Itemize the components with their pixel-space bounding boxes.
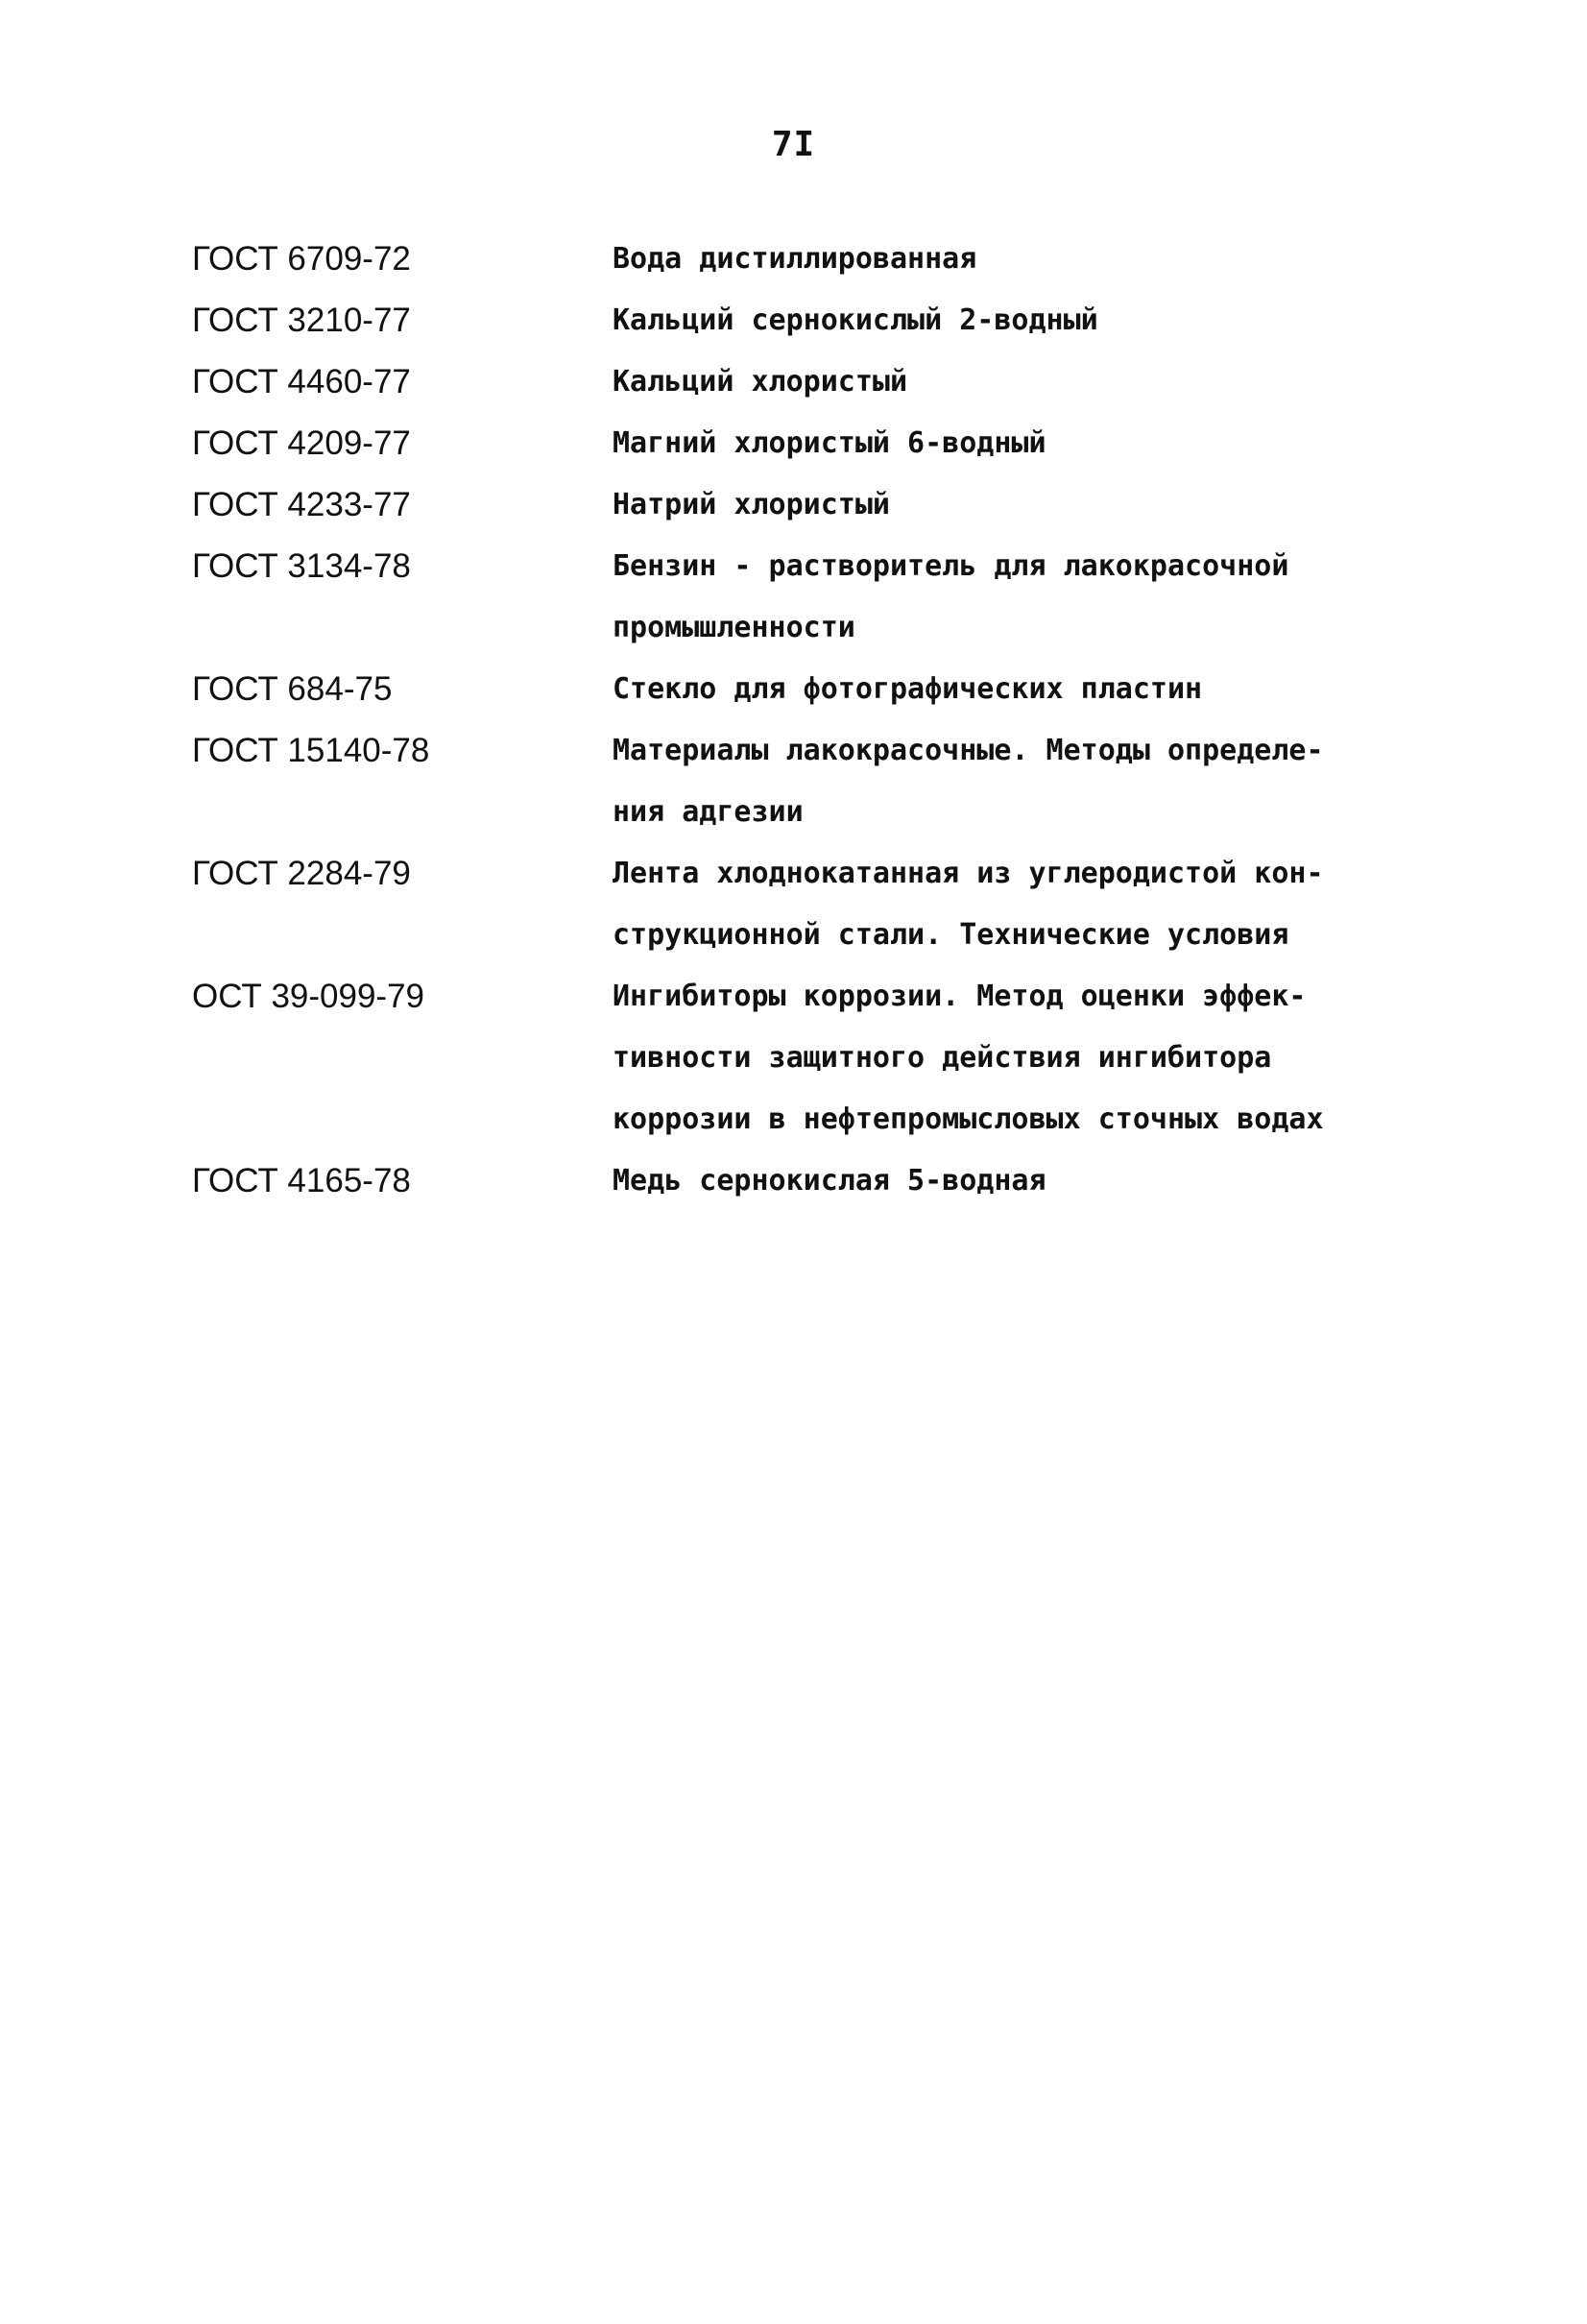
title-line: Магний хлористый 6-водный bbox=[613, 426, 1046, 460]
reference-row bbox=[192, 1150, 1421, 1212]
standard-title bbox=[613, 229, 1421, 290]
title-line: Материалы лакокрасочные. Методы определе- bbox=[613, 734, 1324, 767]
reference-row bbox=[192, 474, 1421, 536]
standard-title bbox=[613, 659, 1421, 720]
standard-code: ГОСТ 6709-72 bbox=[192, 240, 411, 278]
reference-row bbox=[192, 720, 1421, 843]
reference-row bbox=[192, 659, 1421, 720]
title-line: Медь сернокислая 5-водная bbox=[613, 1164, 1046, 1198]
reference-row bbox=[192, 351, 1421, 413]
standard-code: ГОСТ 3210-77 bbox=[192, 302, 411, 339]
standard-title bbox=[613, 351, 1421, 413]
title-line: Бензин - растворитель для лакокрасочной bbox=[613, 549, 1289, 583]
title-line: струкционной стали. Технические условия bbox=[613, 918, 1289, 952]
title-line: Кальций сернокислый 2-водный bbox=[613, 303, 1098, 337]
standard-code: ГОСТ 4460-77 bbox=[192, 363, 411, 400]
standard-title bbox=[613, 536, 1421, 659]
title-line: Вода дистиллированная bbox=[613, 242, 977, 276]
standard-code: ГОСТ 684-75 bbox=[192, 670, 393, 708]
reference-row bbox=[192, 290, 1421, 351]
title-line: Ингибиторы коррозии. Метод оценки эффек- bbox=[613, 980, 1307, 1013]
standard-code: ГОСТ 4209-77 bbox=[192, 424, 411, 462]
standard-title bbox=[613, 290, 1421, 351]
title-line: тивности защитного действия ингибитора bbox=[613, 1041, 1272, 1075]
standard-title bbox=[613, 966, 1421, 1150]
standard-title bbox=[613, 843, 1421, 966]
title-line: Лента хлоднокатанная из углеродистой кон- bbox=[613, 857, 1324, 890]
standard-code: ГОСТ 4165-78 bbox=[192, 1162, 411, 1199]
standard-title bbox=[613, 474, 1421, 536]
standard-code: ГОСТ 3134-78 bbox=[192, 547, 411, 585]
reference-list bbox=[192, 229, 1421, 1212]
reference-row bbox=[192, 229, 1421, 290]
title-line: промышленности bbox=[613, 611, 855, 644]
standard-code: ГОСТ 2284-79 bbox=[192, 855, 411, 892]
standard-title bbox=[613, 720, 1421, 843]
page-number: 7I bbox=[771, 125, 816, 164]
standard-code: ГОСТ 15140-78 bbox=[192, 732, 430, 769]
title-line: Кальций хлористый bbox=[613, 365, 908, 399]
standard-code: ОСТ 39-099-79 bbox=[192, 978, 425, 1015]
standard-title bbox=[613, 1150, 1421, 1212]
reference-row bbox=[192, 413, 1421, 474]
reference-row bbox=[192, 843, 1421, 966]
title-line: коррозии в нефтепромысловых сточных водах bbox=[613, 1102, 1324, 1136]
title-line: Натрий хлористый bbox=[613, 488, 890, 521]
title-line: Стекло для фотографических пластин bbox=[613, 672, 1203, 706]
standard-title bbox=[613, 413, 1421, 474]
standard-code: ГОСТ 4233-77 bbox=[192, 486, 411, 523]
title-line: ния адгезии bbox=[613, 795, 804, 829]
reference-row bbox=[192, 966, 1421, 1150]
reference-row bbox=[192, 536, 1421, 659]
